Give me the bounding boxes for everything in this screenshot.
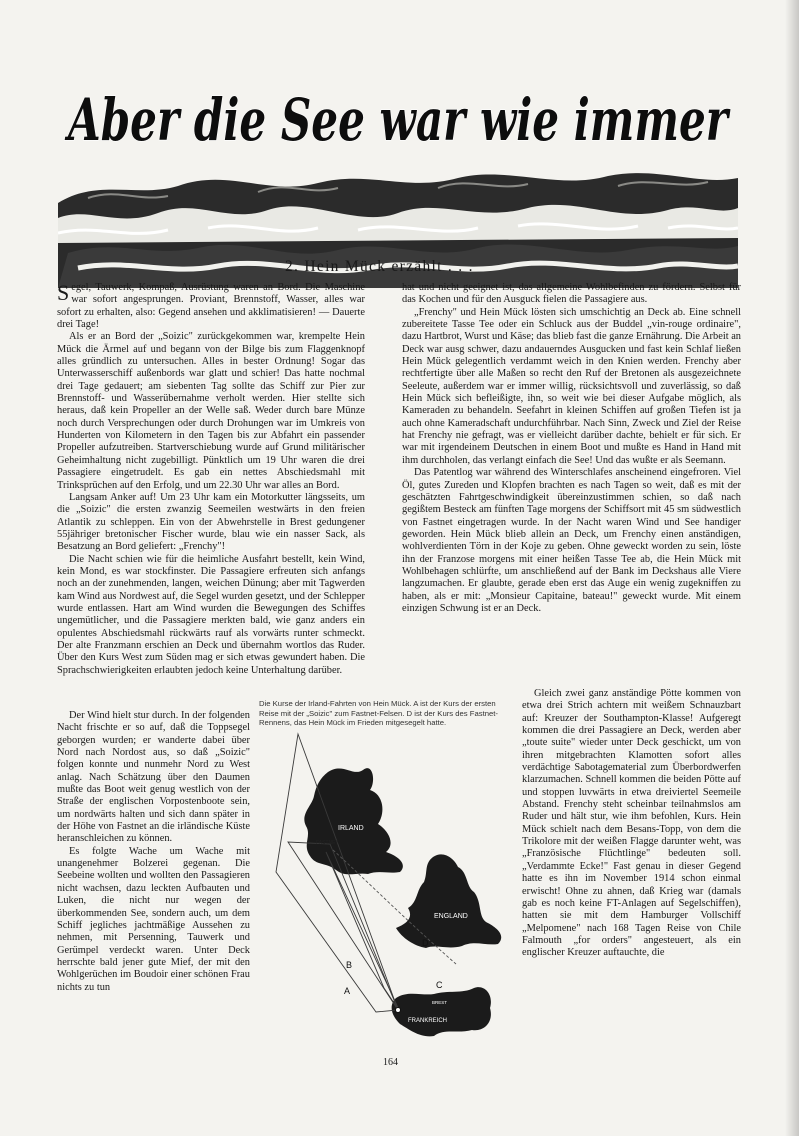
england-landmass	[396, 854, 501, 948]
route-label-c: C	[436, 980, 443, 990]
route-label-d: D	[422, 938, 429, 948]
ireland-landmass	[304, 768, 403, 874]
paragraph: Gleich zwei ganz anständige Pötte kommen von etwa drei Strich achtern mit weißem Schnauzbart auf: Kreuzer der Southampton-Klasse! Aufgeregt kommen die drei Passagiere an Deck, werden aber „toute suite" wieder unter Deck geschickt, um von ihren mitgebrachten Klamotten sofort alles verdächtige Sabotagematerial zum Überbordwerfen klarzumachen. Schnell kommen die beiden Pötte auf und stoppen luvwärts in etwa dreiviertel Seemeile Abstand. Frenchy steht scheinbar teilnahmslos am Ruder und hält stur, wie ihm befohlen, Kurs. Hein Mück schielt nach dem Besans-Topp, von dem die Trikolore mit der weißen Flagge darunter weht, was „Französische Flüchtlinge" bedeuten soll. „Verdammte Ecke!" Fast genau in dieser Gegend hatte es ihn im November 1914 schon einmal erwischt! Ohne zu ahnen, daß Krieg war (damals gab es noch keine FT-Anlagen auf Segelschiffen), hatten sie mit dem Hamburger Vollschiff „Melpomene" nach 168 Tagen Reise von Chile Falmouth „for orders" angesteuert, als ein englischer Kreuzer auftauchte, die	[522, 688, 741, 959]
page-number: 164	[383, 1057, 398, 1068]
route-map	[258, 732, 520, 1048]
route-label-b: B	[346, 960, 353, 970]
text-column-left-bottom	[57, 710, 250, 1055]
text-column-right-top	[402, 282, 741, 688]
text-column-left-top	[57, 282, 365, 710]
route-label-a: A	[344, 986, 351, 996]
fastnet-label: FASTNET	[316, 840, 339, 846]
ireland-label: IRLAND	[338, 825, 364, 832]
map-caption: Die Kurse der Irland-Fahrten von Hein Mück. A ist der Kurs der ersten Reise mit der „Soizic" zum Fastnet-Felsen. D ist der Kurs des Fastnet-Rennens, das Hein Mück im Frieden mitgesegelt hatte.	[259, 699, 498, 728]
section-subheading: 2. Hein Mück erzählt . . .	[285, 258, 474, 275]
paragraph: Segel, Tauwerk, Kompaß, Ausrüstung waren an Bord. Die Maschine war sofort angesprungen. Proviant, Brennstoff, Wasser, alles war sofort zu erhalten, also: Gegend ansehen und akklimatisieren! — Dauerte drei Tage!	[57, 280, 365, 331]
paragraph: Langsam Anker auf! Um 23 Uhr kam ein Motorkutter längsseits, um die „Soizic" die ersten zwanzig Seemeilen westwärts in den freien Atlantik zu schleppen. Ein von der Abwehrstelle in Brest gedungener 55jähriger bretonischer Fischer wurde, blau wie ein nasser Sack, als Besatzung an Bord geliefert: „Frenchy"!	[57, 491, 365, 553]
paragraph: „Frenchy" und Hein Mück lösten sich umschichtig an Deck ab. Eine schnell zubereitete Tasse Tee oder ein Schluck aus der Buddel „vin-rouge ordinaire", dazu Hartbrot, Wurst und Käse; das blieb fast die ganze Ernährung. Die Arbeit an Deck war ausg schwer, dazu andauerndes Ausgucken und fast kein Schlaf ließen Hein Mück gelegentlich verdammt weich in den Knien werden. Frenchy aber rechtfertigte über alle Maßen so recht den Ruf der Bretonen als ausgezeichnete Seeleute, außerdem war er immer willig, rücksichtsvoll und zuverlässig, so daß Hein Mück sich befleißigte, ihn, so weit wie bei dieser Aufgabe möglich, als Kameraden zu behandeln. Seefahrt in kleinen Schiffen auf großen Tiefen ist ja auch ohne Kameradschaft undurchführbar. Nach Sinn, Zweck und Ziel der Reise hat Frenchy nie gefragt, was er vielleicht darüber dachte, behielt er für sich. Er war mit irgendeinem Deutschen in einem Boot und mußte es Hand in Hand mit ihm durchholen, das verlangt einfach die See! Und das wußte er als Seemann.	[402, 306, 741, 466]
paragraph: Das Patentlog war während des Winterschlafes anscheinend eingefroren. Viel Öl, gutes Zureden und Klopfen brachten es nach Tagen so weit, daß es mit der geschätzten Fahrtgeschwindigkeit übereinzustimmen schien, so daß nach gegißtem Besteck am fünften Tage morgens der Schiffsort mit 45 sm südwestlich von Fastnet eingetragen wurde. In der Nacht waren Wind und See handiger geworden. Hein Mück blieb allein an Deck, um Frenchy einen anständigen, wohlverdienten Törn in der Koje zu geben. Ohne geweckt worden zu sein, löste ihn der Franzose morgens mit einer heißen Tasse Tee ab, die Hein Mück mit Wohlbehagen schlürfte, um anschließend auf der Bank im Deckshaus alle Viere langzumachen. Er glaubte, gerade eben erst das Auge ein wenig zugekniffen zu haben, als er mit: „Monsieur Capitaine, bateau!" geweckt wurde. Mit einem einzigen Schwung ist er an Deck.	[402, 467, 741, 614]
title-illustration	[58, 58, 738, 248]
france-landmass	[392, 987, 491, 1036]
paragraph: hat und nicht geeignet ist, das allgemeine Wohlbefinden zu fördern. Selbst für das Kochen und für den Ausguck fielen die Passagiere aus.	[402, 282, 741, 306]
drop-cap: S	[57, 280, 70, 305]
paragraph: Der Wind hielt stur durch. In der folgenden Nacht frischte er so auf, daß die Toppsegel geborgen wurden; er wanderte dabei über Nord nach Nordost aus, so daß „Soizic" folgen konnte und nunmehr Nord zu West anlag. Nach Schätzung über den Daumen mußte das Boot weit genug westlich von der Straße der englischen Vorpostenboote sein, um nordwärts halten und sich dann später in der Höhe von Fastnet an die irländische Küste heranschleichen zu können.	[57, 710, 250, 845]
page-title-text: Aber die See war wie immer	[64, 86, 732, 154]
paragraph: Als er an Bord der „Soizic" zurückgekommen war, krempelte Hein Mück die Ärmel auf und begann von der Bilge bis zum Flaggenknopf alles gründlich zu untersuchen. Alles in bester Ordnung! Sogar das Unterwasserschiff außenbords war glatt und schier! Das hatte nochmal drei Tage gedauert; am siebenten Tag sollte das Schiff zur Pier zur Brennstoff- und Wasserübernahme verholt werden. Hier stellte sich heraus, daß kein Propeller an der Welle saß. Weder durch bare Münze noch durch Versprechungen oder durch Drohungen war im Umkreis von Hunderten von Kilometern in den Tagen bis zur Abfahrt ein passender Propeller aufzutreiben. Startverschiebung wurde auf Grund militärischer Geheimhaltung nicht zugebilligt. Pünktlich um 19 Uhr waren die drei Passagiere eingetrudelt. Es gab ein nettes Abschiedsmahl mit Trinksprüchen auf den Erfolg, und um 22.30 Uhr war alles an Bord.	[57, 331, 365, 491]
brest-marker	[396, 1008, 401, 1013]
brest-label: BREST	[432, 1000, 448, 1005]
page-title	[58, 58, 738, 168]
course-line-c	[326, 852, 400, 1012]
text-column-right-bottom	[522, 688, 741, 1053]
page-edge-shadow	[785, 0, 799, 1136]
france-label: FRANKREICH	[408, 1018, 448, 1024]
paragraph: Es folgte Wache um Wache mit unangenehmer Bolzerei gegenan. Die Seebeine wollten und wollten den Passagieren nicht wachsen, dazu leckten Aufbauten und Luken, die nicht nur wegen der überkommenden See, sondern auch, um dem Schiff jegliches jachtmäßige Aussehen zu nehmen, mit Persenning, Tauwerk und Gerümpel verdeckt waren. Unter Deck herrschte bald jener gute Mief, der mit den Wohlgerüchen im Boudoir einer schönen Frau nichts zu tun	[57, 845, 250, 993]
paragraph: Die Nacht schien wie für die heimliche Ausfahrt bestellt, kein Wind, kein Mond, es war stockfinster. Die Passagiere erfreuten sich anfangs noch an der zunehmenden, langen, weichen Dünung; aber mit Tagwerden kam Wind aus Nordwest auf, die Segel wurden gesetzt, und der Schlepper wurde entlassen. Hart am Wind wurden die Bewegungen des Schiffes ungemütlicher, und die Passagiere merkten bald, wie ganz anders ein opulentes Abschiedsmahl rückwärts rauf als vorwärts runter schmeckt. Der alte Franzmann erschien an Deck und übernahm wortlos das Ruder. Über den Kurs West zum Süden mag er sich etwas gewundert haben. Die Sprachschwierigkeiten erlaubten jedoch keine Unterhaltung darüber.	[57, 553, 365, 676]
england-label: ENGLAND	[434, 913, 468, 920]
